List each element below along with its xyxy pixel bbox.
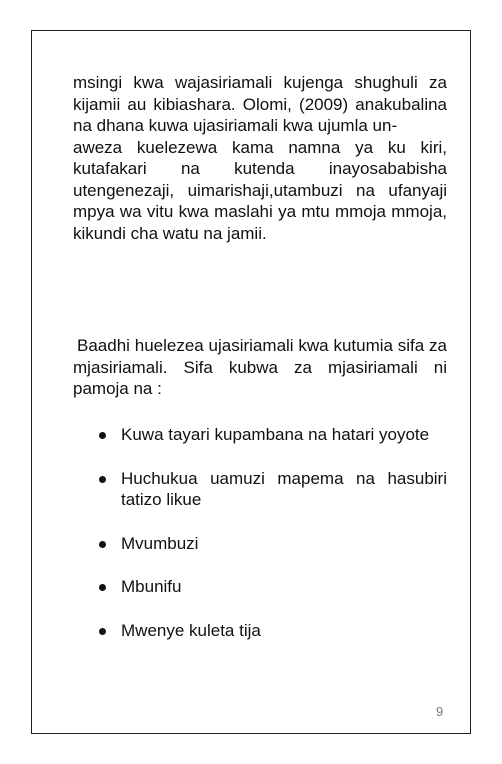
list-item xyxy=(73,533,447,555)
paragraph-line-2: aweza kuelezewa kama namna ya ku kiri, kutafakari na kutenda inayosababisha utengenezaji, uimarishaji,utambuzi na ufanyaji mpya wa vitu kwa maslahi ya mtu mmoja mmoja, kikundi cha watu na jamii. xyxy=(73,137,447,243)
bullet-icon xyxy=(99,432,106,439)
paragraph-line-1: msingi kwa wajasiriamali kujenga shughuli za kijamii au kibiashara. Olomi, (2009) anakubalina na dhana kuwa ujasiriamali kwa ujumla un- xyxy=(73,73,447,135)
list-item-text: Huchukua uamuzi mapema na hasubiri tatizo likue xyxy=(121,468,447,509)
page-number: 9 xyxy=(436,704,444,719)
bullet-icon xyxy=(99,476,106,483)
list-item xyxy=(73,620,447,642)
list-item-text: Mbunifu xyxy=(121,577,182,596)
list-item-text: Kuwa tayari kupambana na hatari yoyote xyxy=(121,425,430,444)
list-item-text: Mvumbuzi xyxy=(121,533,199,553)
bullet-icon xyxy=(99,584,106,591)
paragraph-definition xyxy=(73,72,447,244)
traits-list xyxy=(73,424,447,663)
bullet-icon xyxy=(99,628,106,635)
paragraph-traits-intro xyxy=(73,335,447,400)
list-item xyxy=(73,424,447,446)
paragraph-traits-text: Baadhi huelezea ujasiriamali kwa kutumia sifa za mjasiriamali. Sifa kubwa za mjasiriamali ni pamoja na : xyxy=(73,336,447,398)
list-item xyxy=(73,468,447,511)
bullet-icon xyxy=(99,541,106,548)
list-item xyxy=(73,576,447,598)
list-item-text: Mwenye kuleta tija xyxy=(121,620,261,640)
